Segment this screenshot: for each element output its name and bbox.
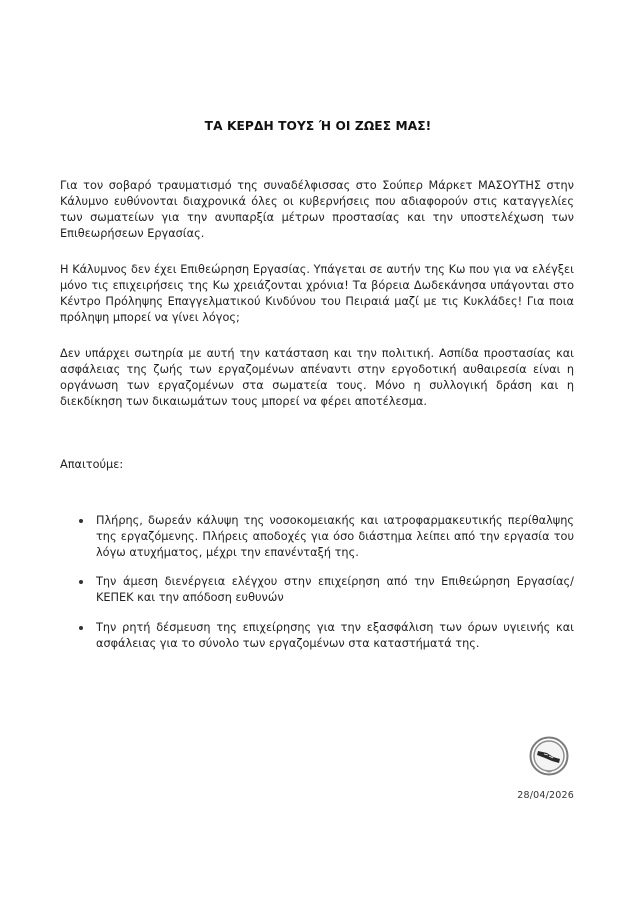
document-title: ΤΑ ΚΕΡΔΗ ΤΟΥΣ Ή ΟΙ ΖΩΕΣ ΜΑΣ! [204,119,432,133]
demands-label: Απαιτούμε: [60,458,124,471]
demand-item [60,513,574,574]
demand-item [60,620,574,652]
demand-item [60,574,574,620]
demand-text: Την άμεση διενέργεια ελέγχου στην επιχείρηση από την Επιθεώρηση Εργασίας/ΚΕΠΕΚ και την απόδοση ευθυνών [96,575,574,604]
demand-text: Την ρητή δέσμευση της επιχείρησης για την εξασφάλιση των όρων υγιεινής και ασφάλειας για το σύνολο των εργαζομένων στα καταστήματά της. [96,621,574,650]
bullet-icon [79,519,83,523]
bullet-icon [79,626,83,630]
handshake-seal-icon [529,736,569,776]
bullet-icon [79,580,83,584]
paragraph-injury: Για τον σοβαρό τραυματισμό της συναδέλφισσας στο Σούπερ Μάρκετ ΜΑΣΟΥΤΗΣ στην Κάλυμνο ευθύνονται διαχρονικά όλες οι κυβερνήσεις που αδιαφορούν στις καταγγελίες των σωματείων για την ανυπαρξία μέτρων προστασίας και την υποστελέχωση των Επιθεωρήσεων Εργασίας. [60,179,574,240]
paragraph-organisation: Δεν υπάρχει σωτηρία με αυτή την κατάσταση και την πολιτική. Ασπίδα προστασίας και ασφάλειας της ζωής των εργαζομένων απέναντι στην εργοδοτική αυθαιρεσία είναι η οργάνωση των εργαζομένων στα σωματεία τους. Μόνο η συλλογική δράση και η διεκδίκηση των δικαιωμάτων τους μπορεί να φέρει αποτέλεσμα. [60,347,574,408]
demands-list [60,513,574,652]
demand-text: Πλήρης, δωρεάν κάλυψη της νοσοκομειακής και ιατροφαρμακευτικής περίθαλψης της εργαζόμενης. Πλήρεις αποδοχές για όσο διάστημα λείπει από την εργασία του λόγω ατυχήματος, μέχρι την επανένταξή της. [96,514,574,559]
paragraph-inspection: Η Κάλυμνος δεν έχει Επιθεώρηση Εργασίας. Υπάγεται σε αυτήν της Κω που για να ελέγξει μόνο τις επιχειρήσεις της Κω χρειάζονται χρόνια! Τα βόρεια Δωδεκάνησα υπάγονται στο Κέντρο Πρόληψης Επαγγελματικού Κινδύνου του Πειραιά μαζί με τις Κυκλάδες! Για ποια πρόληψη μπορεί να γίνει λόγος; [60,263,574,324]
document-date: 28/04/2026 [517,790,574,801]
